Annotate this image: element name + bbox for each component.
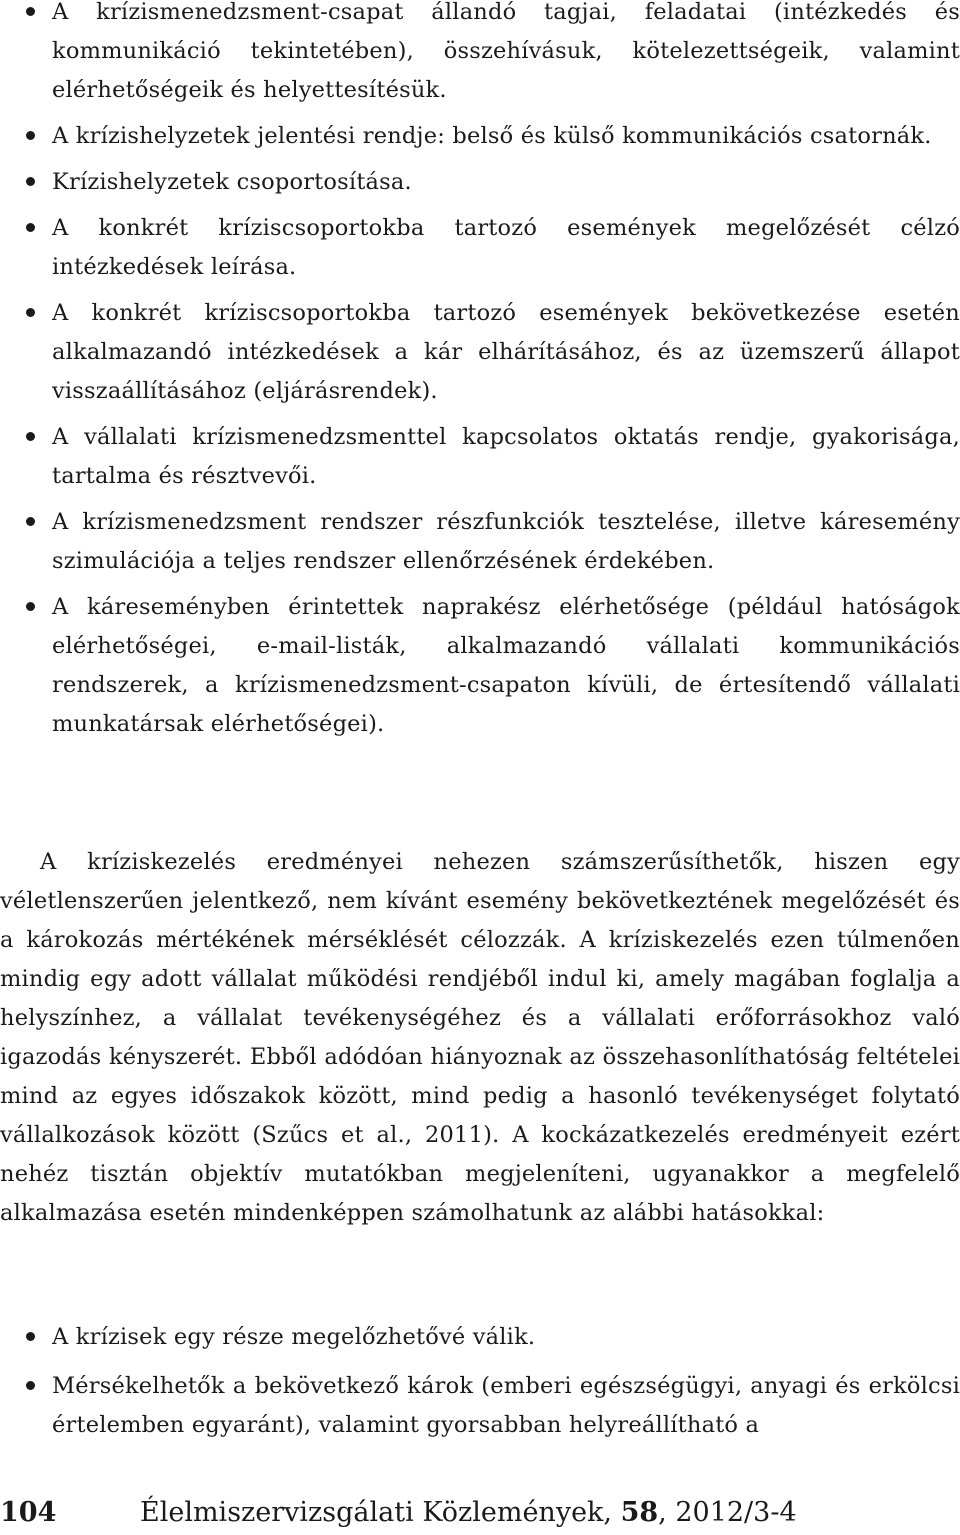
list-item (0, 503, 960, 581)
bullet-icon (26, 517, 35, 526)
bullet-list-effects (0, 1318, 960, 1455)
journal-issue: , 2012/3-4 (658, 1497, 797, 1528)
bullet-icon (26, 308, 35, 317)
list-item (0, 209, 960, 287)
journal-citation (140, 1493, 797, 1533)
page-number: 104 (0, 1497, 57, 1528)
list-item-text: A káreseményben érintettek naprakész elérhetősége (például hatóságok elérhetőségei, e-mail-listák, alkalmazandó vállalati kommunikációs rendszerek, a krízismenedzsment-csapaton kívüli, de értesítendő vállalati munkatársak elérhetőségei). (52, 594, 960, 737)
bullet-icon (26, 1381, 35, 1390)
body-paragraph: A kríziskezelés eredményei nehezen számszerűsíthetők, hiszen egy véletlenszerűen jelentkező, nem kívánt esemény bekövetkeztének megelőzését és a károkozás mértékének mérséklését célozzák. A kríziskezelés ezen túlmenően mindig egy adott vállalat működési rendjéből indul ki, amely magában foglalja a helyszínhez, a vállalat tevékenységéhez és a vállalati erőforrásokhoz való igazodás kényszerét. Ebből adódóan hiányoznak az összehasonlíthatóság feltételei mind az egyes időszakok között, mind pedig a hasonló tevékenységet folytató vállalkozások között (Szűcs et al., 2011). A kockázatkezelés eredményeit ezért nehéz tisztán objektív mutatókban megjeleníteni, ugyanakkor a megfelelő alkalmazása esetén mindenképpen számolhatunk az alábbi hatásokkal: (0, 849, 960, 1226)
page-footer (0, 1493, 960, 1533)
list-item (0, 588, 960, 744)
list-item (0, 1318, 960, 1357)
journal-volume: 58 (620, 1497, 659, 1528)
list-item (0, 1367, 960, 1445)
list-item-text: A konkrét kríziscsoportokba tartozó események megelőzését célzó intézkedések leírása. (52, 215, 960, 280)
bullet-icon (26, 223, 35, 232)
bullet-icon (26, 177, 35, 186)
list-item (0, 163, 960, 202)
list-item (0, 294, 960, 411)
bullet-icon (26, 602, 35, 611)
list-item-text: A vállalati krízismenedzsmenttel kapcsolatos oktatás rendje, gyakorisága, tartalma és résztvevői. (52, 424, 960, 489)
journal-title: Élelmiszervizsgálati Közlemények, (140, 1497, 621, 1528)
bullet-icon (26, 131, 35, 140)
list-item-text: Mérsékelhetők a bekövetkező károk (emberi egészségügyi, anyagi és erkölcsi értelemben egyaránt), valamint gyorsabban helyreállítható a (52, 1373, 960, 1438)
list-item (0, 117, 960, 156)
list-item-text: A konkrét kríziscsoportokba tartozó események bekövetkezése esetén alkalmazandó intézkedések a kár elhárításához, és az üzemszerű állapot visszaállításához (eljárásrendek). (52, 300, 960, 404)
list-item-text: A krízismenedzsment rendszer részfunkciók tesztelése, illetve káresemény szimulációja a teljes rendszer ellenőrzésének érdekében. (52, 509, 960, 574)
list-item-text: Krízishelyzetek csoportosítása. (52, 169, 412, 195)
list-item (0, 0, 960, 110)
bullet-list-requirements (0, 0, 960, 751)
bullet-icon (26, 7, 35, 16)
bullet-icon (26, 1332, 35, 1341)
list-item-text: A krízishelyzetek jelentési rendje: belső és külső kommunikációs csatornák. (52, 123, 932, 149)
list-item-text: A krízismenedzsment-csapat állandó tagjai, feladatai (intézkedés és kommunikáció tekintetében), összehívásuk, kötelezettségeik, valamint elérhetőségeik és helyettesítésük. (52, 0, 960, 103)
list-item (0, 418, 960, 496)
list-item-text: A krízisek egy része megelőzhetővé válik. (52, 1324, 536, 1350)
bullet-icon (26, 432, 35, 441)
